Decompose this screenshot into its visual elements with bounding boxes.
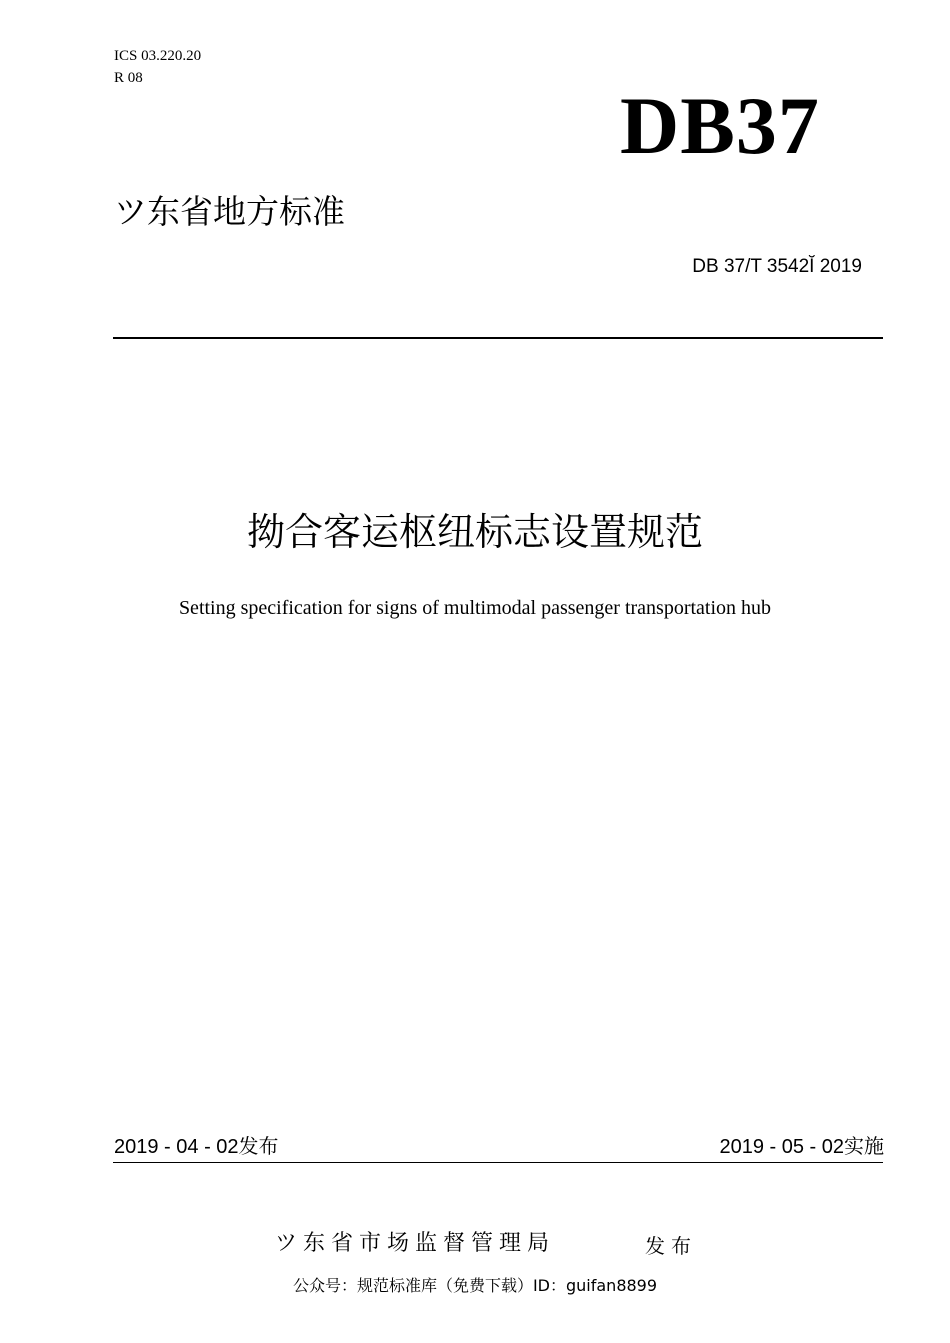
bottom-divider (113, 1162, 883, 1163)
issue-word: 发布 (645, 1234, 697, 1258)
issuing-authority: ツ东省市场监督管理局 (275, 1231, 556, 1256)
ics-block (114, 45, 201, 89)
implementation-date: 2019 - 05 - 02实施 (719, 1136, 884, 1158)
title-english: Setting specification for signs of multimodal passenger transportation hub (178, 597, 772, 619)
ics-code: ICS 03.220.20 (114, 48, 202, 64)
ccs-code: R 08 (114, 70, 143, 86)
footer-note: 公众号：规范标准库（免费下载）ID：guifan8899 (292, 1276, 658, 1295)
db37-logo-code: DB37 (620, 80, 820, 171)
top-divider (113, 337, 883, 339)
issue-date: 2019 - 04 - 02发布 (114, 1136, 279, 1158)
title-chinese: 拗合客运枢纽标志设置规范 (246, 510, 703, 554)
standard-number: DB 37/T 3542Ĭ 2019 (692, 256, 862, 277)
standard-type: ツ东省地方标准 (114, 192, 345, 231)
